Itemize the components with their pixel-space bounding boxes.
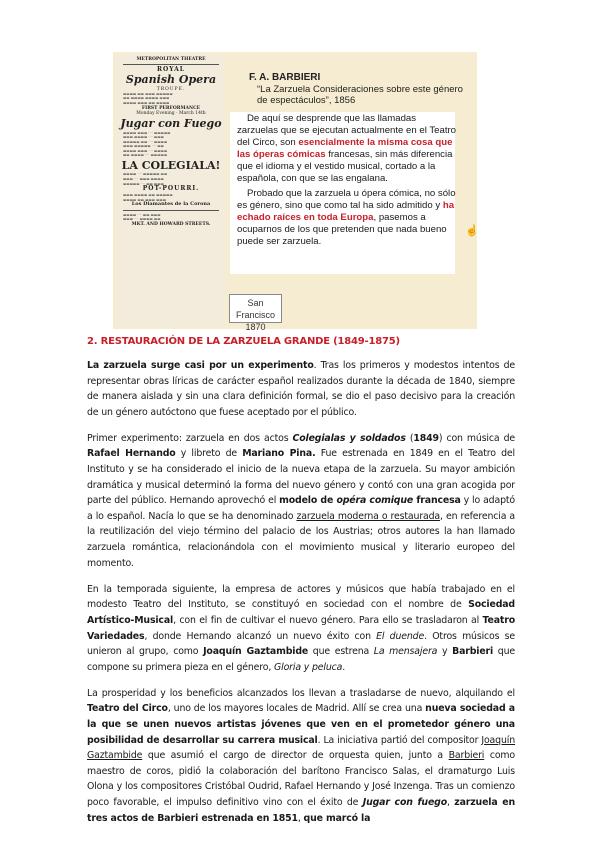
- poster-cast-list: ▬▬▬▬ ▬▬▬ ···· ▬▬▬▬▬ ▬▬▬ ▬▬▬▬ ···· ▬▬▬ ▬▬▬▬▬ ▬▬ ···· ▬▬▬▬ ▬▬▬ ▬▬▬▬▬ ···· ▬▬ ▬▬▬▬ ▬▬▬ ···· ▬▬▬▬ ▬▬ ▬▬▬▬ ···· ▬▬▬▬▬: [123, 130, 171, 158]
- body-text: La prosperidad y los beneficios alcanzados los llevan a trasladarse de nuevo, alquilando el: [87, 687, 515, 699]
- body-text: , uno de los mayores locales de Madrid. Allí se crea una: [167, 703, 426, 715]
- paragraph-3: [87, 582, 515, 676]
- barbieri-quote: [237, 113, 459, 252]
- poster-date: Monday Evening · March 14th: [136, 110, 206, 116]
- quote-highlight: ha echado raíces en toda Europa: [237, 200, 455, 224]
- document-body: [87, 336, 515, 837]
- paragraph-4: [87, 686, 515, 826]
- librettist-name: Mariano Pina.: [242, 448, 316, 460]
- body-text: y lo adaptó a lo español. Nacía lo que se ha denominado: [87, 495, 515, 522]
- bold-text: zarzuela en tres actos de Barbieri estrenada en 1851: [87, 796, 515, 824]
- composer-name: Joaquín Gaztambide: [203, 646, 309, 658]
- poster-fine-print: ▬▬▬▬ ▬▬ ▬▬▬ ▬▬▬▬▬ ▬▬ ▬▬▬▬ ▬▬▬▬ ▬▬▬ ▬▬▬▬ ▬▬▬ ▬▬ ▬▬▬▬: [123, 91, 173, 105]
- theatre-poster-image: [117, 54, 225, 326]
- body-text: como maestro de coros, pidió la colaboración del barítono Francisco Salas, el dramaturgo Luis Olona y los compositores Cristóbal Oudrid, Rafael Hernando y José Inzenga. Tras un comienzo poco favorable, el impulso definitivo vino con el éxito de: [87, 750, 515, 808]
- bold-text: francesa: [413, 495, 461, 507]
- quote-source: [249, 72, 469, 107]
- body-text: , en referencia a la reutilización del viejo término del palacio de los Austrias; otros autores la han llamado zarzuela romántica, relacionándola con el movimiento musical y literario europeo del momento.: [87, 510, 515, 569]
- body-text: ) con música de: [438, 432, 515, 444]
- quote-work: “La Zarzuela Consideraciones sobre este género de espectáculos”, 1856: [257, 84, 463, 107]
- body-text: y libreto de: [175, 448, 243, 460]
- poster-rule-2: [123, 210, 219, 211]
- body-text: . Otros músicos se unieron al grupo, como: [87, 630, 515, 658]
- bold-text: que marcó la: [303, 812, 371, 824]
- paragraph-1: [87, 358, 515, 420]
- caption-city: San Francisco: [235, 298, 275, 320]
- body-text: que compone su primera pieza en el género,: [87, 646, 516, 673]
- composer-name: Barbieri: [452, 646, 494, 658]
- poster-company: Spanish Opera: [125, 73, 217, 87]
- quote-text: francesas, sin más diferencia que el idioma y el vestido musical, cortado a la española, con que se las engalana.: [237, 148, 453, 184]
- bold-text: modelo de: [279, 495, 337, 507]
- quote-text: De aquí se desprende que las llamadas zarzuelas que se ejecutan actualmente en el Teatro del Circo, son: [237, 113, 457, 148]
- poster-prices: ▬▬▬▬ ···· ▬▬ ▬▬▬ ▬▬▬ ···· ▬▬▬▬ ▬▬: [123, 212, 161, 222]
- hand-cursor-icon: ☝: [465, 225, 479, 237]
- bold-text: Sociedad Artístico-Musical: [87, 599, 515, 626]
- poster-first-performance: FIRST PERFORMANCE: [141, 105, 201, 111]
- body-text: Fue estrenada en 1849 en el Teatro del Instituto y se ha considerado el inicio de la nueva etapa de la zarzuela. Su mayor ambición dramática y musical determinó la forma del nuevo género y contó con una gran acogida por parte del público. Hernando aprovechó el: [87, 448, 515, 507]
- quote-paragraph-1: [237, 113, 459, 184]
- caption-year: 1870: [245, 322, 266, 332]
- body-text: En la temporada siguiente, la empresa de actores y músicos que había trabajado en el modesto Teatro del Instituto, se constituyó en sociedad con el nombre de: [87, 583, 515, 611]
- poster-date-right: March 14th: [178, 110, 206, 116]
- quote-text: , pasemos a ocuparnos de los que pretenden que nada bueno puede ser zarzuela.: [237, 212, 447, 248]
- poster-theatre: METROPOLITAN THEATRE: [136, 57, 206, 62]
- historical-figure: [113, 52, 479, 332]
- bold-text: La zarzuela surge casi por un experimento: [87, 360, 314, 371]
- work-title: El duende: [376, 630, 425, 642]
- work-title: Colegialas y soldados: [292, 432, 406, 444]
- body-text: Primer experimento: zarzuela en dos actos: [87, 432, 293, 444]
- poster-show1: Jugar con Fuego: [120, 116, 222, 130]
- paragraph-2: [87, 431, 515, 571]
- poster-caption: [229, 294, 282, 332]
- quote-paragraph-2: [237, 188, 459, 248]
- poster-footer: MKT. AND HOWARD STREETS.: [131, 221, 211, 227]
- poster-cast-list-2: ▬▬▬▬ ···· ▬▬▬▬▬ ▬▬ ▬▬▬ ···· ▬▬▬ ▬▬▬▬ ▬▬▬▬▬ ···· ▬▬ ▬▬▬: [123, 172, 168, 186]
- bold-text: nueva sociedad a la que se unen nuevos artistas jóvenes que ven en el prometedor género una posibilidad de desarrollar su carrera musical: [87, 703, 515, 746]
- poster-royal: ROYAL: [157, 66, 185, 74]
- work-title: Jugar con fuego: [362, 796, 448, 808]
- poster-show2: LA COLEGIALA!: [121, 158, 221, 172]
- body-text: y: [437, 646, 453, 658]
- body-text: (: [405, 432, 414, 444]
- work-title: La mensajera: [373, 646, 438, 658]
- poster-troupe: TROUPE.: [156, 86, 186, 92]
- body-text: ,: [447, 796, 455, 808]
- poster-date-left: Monday Evening: [136, 110, 175, 116]
- quote-highlight: esencialmente la misma cosa que las óperas cómicas: [237, 136, 453, 160]
- section-title: 2. RESTAURACIÓN DE LA ZARZUELA GRANDE (1849-1875): [87, 336, 400, 347]
- bold-text: 1849: [413, 432, 439, 444]
- underlined-term: zarzuela moderna o restaurada: [296, 510, 441, 522]
- poster-show3: POT-POURRI.: [142, 185, 200, 193]
- body-text: .: [342, 661, 346, 673]
- body-text: que asumió el cargo de director de orquesta quien, junto a: [142, 750, 449, 762]
- bold-text: Teatro del Circo: [87, 703, 168, 715]
- bold-text: Teatro Variedades: [87, 614, 515, 642]
- body-text: ,: [297, 812, 304, 824]
- poster-show4: Los Diamantes de la Corona: [131, 201, 211, 208]
- linked-name[interactable]: Barbieri: [448, 750, 485, 762]
- composer-name: Rafael Hernando: [87, 448, 176, 460]
- poster-fine-print-2: ▬▬▬ ▬▬▬▬ ▬▬ ▬▬▬▬▬ ▬▬▬▬ ▬▬ ▬▬▬ ▬▬▬: [123, 192, 173, 202]
- body-text: que estrena: [308, 646, 374, 658]
- body-text: . Tras los primeros y modestos intentos de representar obras líricas de carácter español realizados durante la década de 1840, siempre de manera aislada y sin una clara definición formal, se dio el paso decisivo para la creación de un género autóctono que fuese aceptado por el público.: [87, 360, 516, 418]
- body-text: , donde Hernando alcanzó un nuevo éxito con: [144, 630, 377, 642]
- body-text: . La iniciativa partió del compositor: [317, 734, 482, 746]
- body-text: , con el fin de cultivar el nuevo género. Para ello se trasladaron al: [173, 614, 483, 626]
- bold-italic-text: opéra comique: [336, 495, 414, 507]
- poster-rule: [123, 64, 219, 65]
- linked-name[interactable]: Joaquín Gaztambide: [87, 734, 515, 762]
- quote-author: F. A. BARBIERI: [249, 72, 321, 83]
- work-title: Gloria y peluca: [274, 661, 343, 673]
- quote-text: Probado que la zarzuela u ópera cómica, no sólo es género, sino que como tal ha sido admitido y: [237, 188, 456, 212]
